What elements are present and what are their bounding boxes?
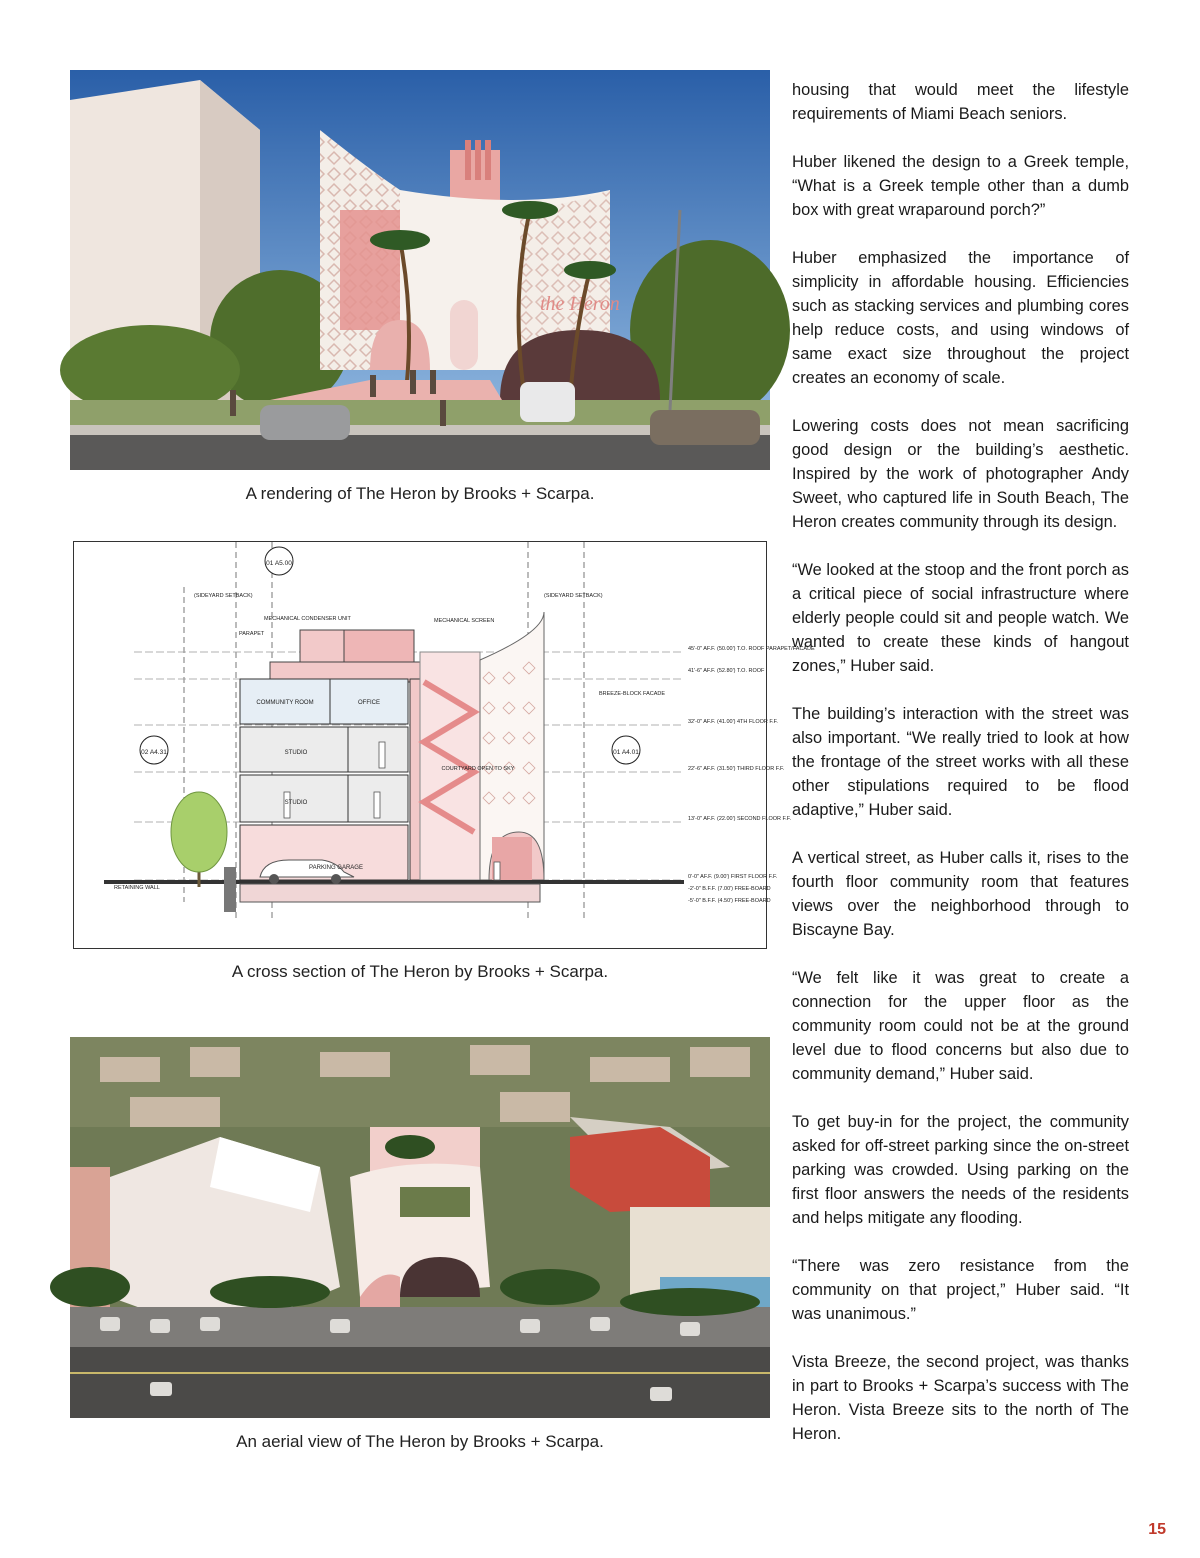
article-paragraph: Huber likened the design to a Greek temple, “What is a Greek temple other than a dumb box with great wraparound porch?” xyxy=(792,153,1129,219)
section-marker-right: 01 A4.01 xyxy=(613,749,639,756)
level-label: 13'-0" AF.F. (22.00') SECOND FLOOR F.F. xyxy=(688,816,792,822)
section-marker-top: 01 A5.00 xyxy=(266,560,292,567)
label-courtyard: COURTYARD OPEN TO SKY xyxy=(441,766,515,772)
label-community-room: COMMUNITY ROOM xyxy=(256,700,314,706)
aerial-caption: An aerial view of The Heron by Brooks + Scarpa. xyxy=(236,1432,604,1451)
article-paragraph: “We felt like it was great to create a connection for the upper floor as the community room could not be at the ground level due to flood concerns but also due to community demand,” Huber said. xyxy=(792,969,1129,1083)
level-label: 41'-6" AF.F. (52.80') T.O. ROOF xyxy=(688,668,765,674)
label-retaining-wall: RETAINING WALL xyxy=(114,885,160,891)
article-paragraph: “We looked at the stoop and the front porch as a critical piece of social infrastructure where elderly people could sit and people watch. We wanted to create these kinds of hangout zones,” Huber said. xyxy=(792,561,1129,675)
article-column xyxy=(792,78,1129,1470)
label-parking-garage: PARKING GARAGE xyxy=(309,865,363,871)
heron-sign-text: the Heron xyxy=(540,293,620,315)
level-label: 32'-0" AF.F. (41.00') 4TH FLOOR F.F. xyxy=(688,719,778,725)
level-label: 22'-6" AF.F. (31.50') THIRD FLOOR F.F. xyxy=(688,766,785,772)
level-label: -2'-0" B.F.F. (7.00') FREE-BOARD xyxy=(688,886,771,892)
level-label: 0'-0" AF.F. (9.00') FIRST FLOOR F.F. xyxy=(688,874,778,880)
label-studio-upper: STUDIO xyxy=(284,750,308,756)
article-paragraph: To get buy-in for the project, the community asked for off-street parking since the on-street parking was crowded. Using parking on the first floor answers the needs of the residents and helps mitigate any flooding. xyxy=(792,1113,1129,1227)
label-setback-right: (SIDEYARD SETBACK) xyxy=(544,593,603,599)
article-paragraph: The building’s interaction with the street was also important. “We really tried to look at how the frontage of the street works with all these other stipulations required to be flood adaptive,” Huber said. xyxy=(792,705,1129,819)
label-setback-left: (SIDEYARD SETBACK) xyxy=(194,593,253,599)
page-number: 15 xyxy=(1148,1521,1166,1538)
label-mechanical-screen: MECHANICAL SCREEN xyxy=(434,618,495,624)
aerial-image xyxy=(70,1037,770,1418)
rendering-image xyxy=(70,70,770,470)
article-paragraph: Huber emphasized the importance of simplicity in affordable housing. Efficiencies such as stacking services and plumbing cores help reduce costs, and using windows of same exact size throughout the project creates an economy of scale. xyxy=(792,249,1129,387)
level-label: 45'-0" AF.F. (50.00') T.O. ROOF PARAPET/FACADE xyxy=(688,646,815,652)
cross-section-caption: A cross section of The Heron by Brooks + Scarpa. xyxy=(231,962,609,981)
label-breeze-block: BREEZE-BLOCK FACADE xyxy=(599,691,666,697)
level-label: -5'-0" B.F.F. (4.50') FREE-BOARD xyxy=(688,898,771,904)
article-paragraph: Vista Breeze, the second project, was thanks in part to Brooks + Scarpa’s success with The Heron. Vista Breeze sits to the north of The Heron. xyxy=(792,1353,1129,1443)
article-paragraph: housing that would meet the lifestyle requirements of Miami Beach seniors. xyxy=(792,81,1129,123)
label-mechanical-unit: MECHANICAL CONDENSER UNIT xyxy=(264,616,351,622)
label-office: OFFICE xyxy=(358,700,380,706)
label-studio-lower: STUDIO xyxy=(284,800,308,806)
section-marker-left: 02 A4.31 xyxy=(141,749,167,756)
article-paragraph: “There was zero resistance from the community on that project,” Huber said. “It was unanimous.” xyxy=(792,1257,1129,1323)
rendering-caption: A rendering of The Heron by Brooks + Scarpa. xyxy=(245,484,595,503)
label-parapet: PARAPET xyxy=(239,631,265,637)
article-paragraph: A vertical street, as Huber calls it, rises to the fourth floor community room that features views over the neighborhood through to Biscayne Bay. xyxy=(792,849,1129,939)
article-paragraph: Lowering costs does not mean sacrificing good design or the building’s aesthetic. Inspired by the work of photographer Andy Sweet, who captured life in South Beach, The Heron creates community through its design. xyxy=(792,417,1129,531)
cross-section-drawing xyxy=(73,541,815,949)
